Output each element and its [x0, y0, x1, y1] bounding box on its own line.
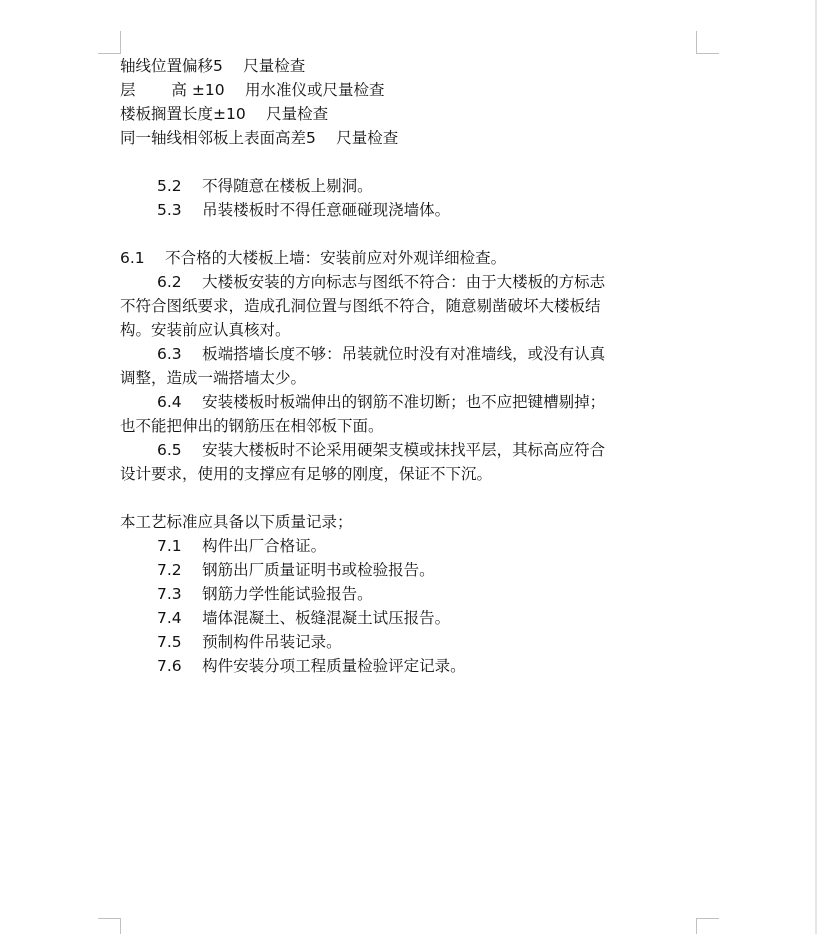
paragraph-gap	[120, 222, 700, 246]
quality-record-7-5: 7.5 预制构件吊装记录。	[157, 633, 342, 651]
clause-6-2-line-2: 不符合图纸要求，造成孔洞位置与图纸不符合，随意剔凿破坏大楼板结	[120, 297, 601, 315]
paragraph-gap	[120, 150, 700, 174]
crop-mark-bottom-left	[98, 918, 121, 934]
clause-5-3: 5.3 吊装楼板时不得任意砸碰现浇墙体。	[157, 201, 451, 219]
clause-6-2-line-1: 6.2 大楼板安装的方向标志与图纸不符合：由于大楼板的方标志	[157, 273, 606, 291]
clause-6-1: 6.1 不合格的大楼板上墙：安装前应对外观详细检查。	[120, 249, 507, 267]
clause-6-5-line-1: 6.5 安装大楼板时不论采用硬架支模或抹找平层，其标高应符合	[157, 441, 606, 459]
clause-6-2-line-3: 构。安装前应认真核对。	[120, 321, 291, 339]
quality-record-7-3: 7.3 钢筋力学性能试验报告。	[157, 585, 373, 603]
clause-6-3-line-2: 调整，造成一端搭墙太少。	[120, 369, 307, 387]
clause-5-2: 5.2 不得随意在楼板上剔洞。	[157, 177, 373, 195]
document-body	[120, 54, 700, 678]
tolerance-line-axis-offset: 轴线位置偏移5 尺量检查	[120, 57, 306, 75]
paragraph-gap	[120, 486, 700, 510]
quality-record-7-6: 7.6 构件安装分项工程质量检验评定记录。	[157, 657, 466, 675]
crop-mark-top-left	[98, 31, 121, 54]
clause-6-4-line-2: 也不能把伸出的钢筋压在相邻板下面。	[120, 417, 384, 435]
quality-record-7-1: 7.1 构件出厂合格证。	[157, 537, 327, 555]
clause-6-3-line-1: 6.3 板端搭墙长度不够：吊装就位时没有对准墙线，或没有认真	[157, 345, 606, 363]
quality-record-7-4: 7.4 墙体混凝土、板缝混凝土试压报告。	[157, 609, 451, 627]
tolerance-line-floor-height: 层 高 ±10 用水准仪或尺量检查	[120, 81, 385, 99]
quality-records-intro: 本工艺标准应具备以下质量记录；	[120, 513, 353, 531]
tolerance-line-bearing-length: 楼板搁置长度±10 尺量检查	[120, 105, 329, 123]
clause-6-4-line-1: 6.4 安装楼板时板端伸出的钢筋不准切断；也不应把键槽剔掉；	[157, 393, 606, 411]
crop-mark-top-right	[696, 31, 719, 54]
quality-record-7-2: 7.2 钢筋出厂质量证明书或检验报告。	[157, 561, 435, 579]
clause-6-5-line-2: 设计要求，使用的支撑应有足够的刚度，保证不下沉。	[120, 465, 493, 483]
crop-mark-bottom-right	[696, 918, 719, 934]
tolerance-line-surface-height-diff: 同一轴线相邻板上表面高差5 尺量检查	[120, 129, 399, 147]
